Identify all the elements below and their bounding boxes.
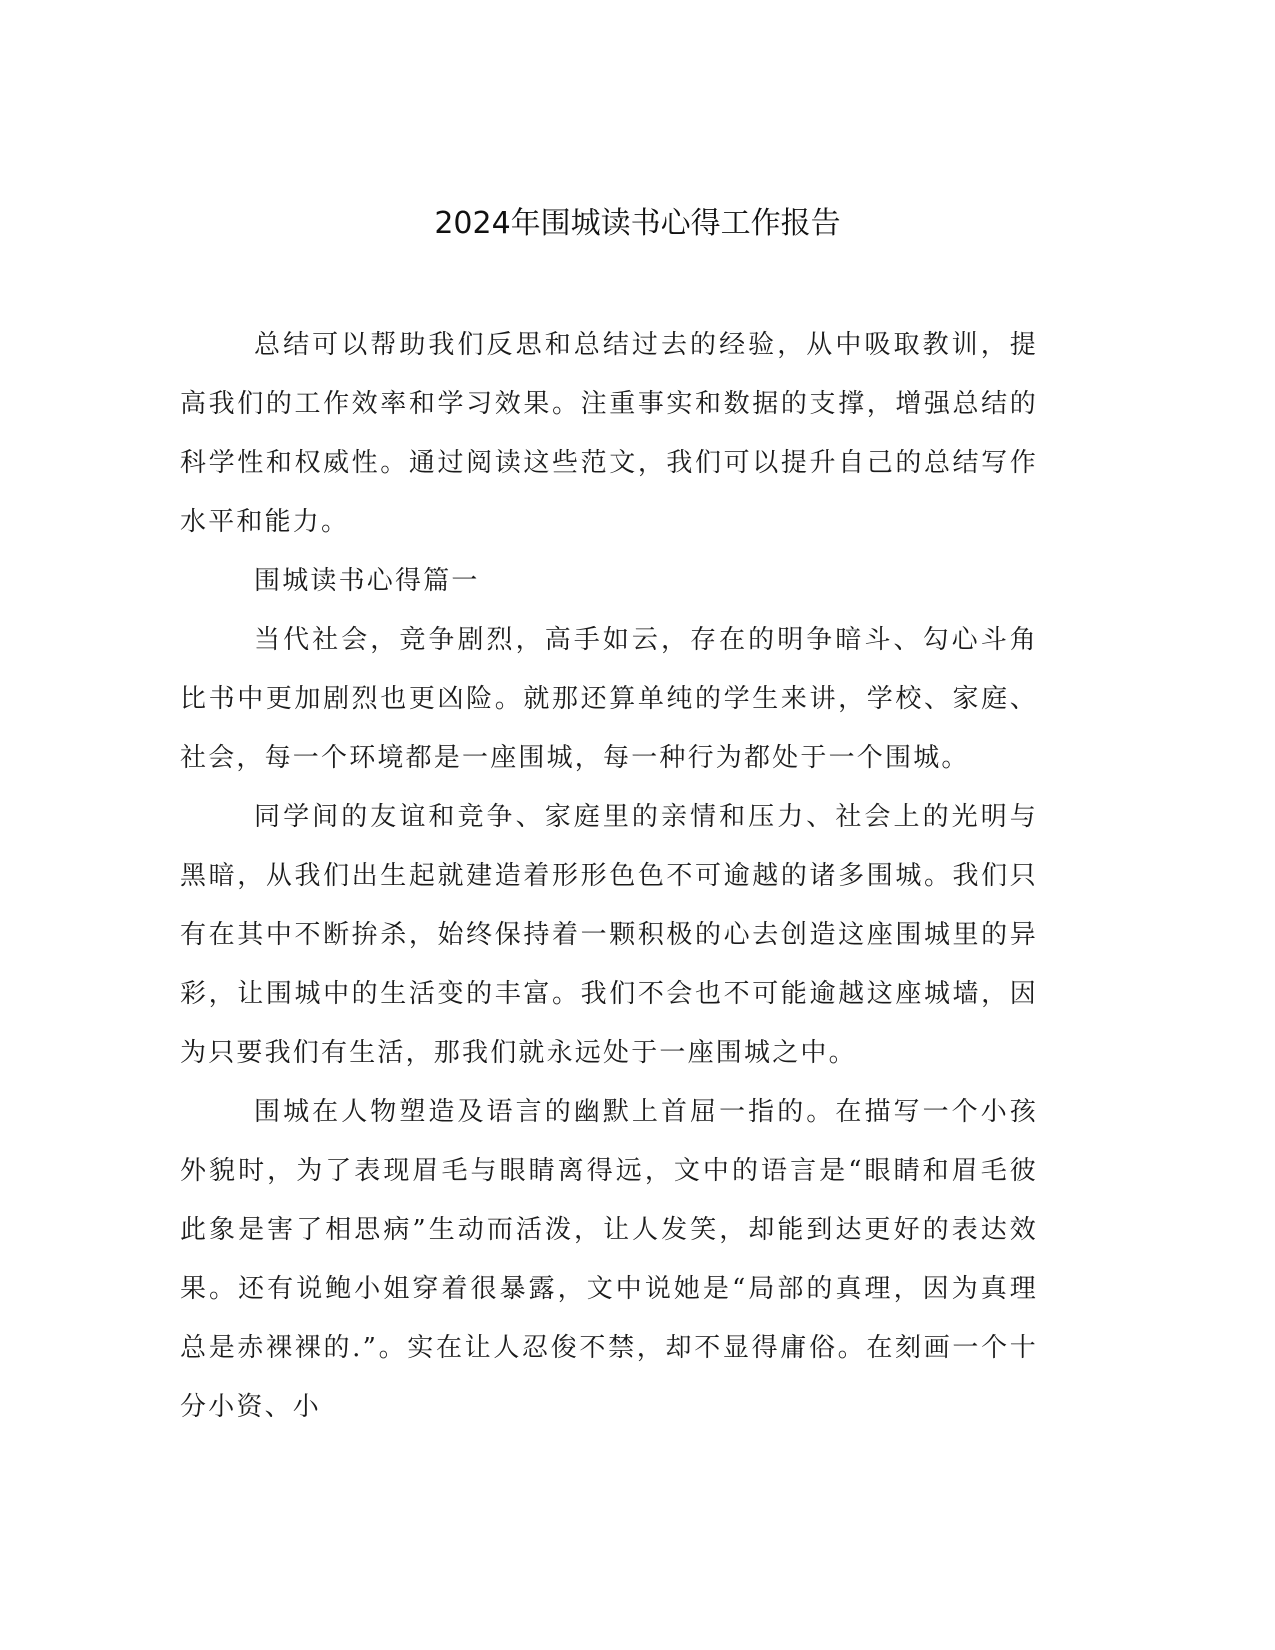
intro-paragraph: 总结可以帮助我们反思和总结过去的经验，从中吸取教训，提高我们的工作效率和学习效果。注重事实和数据的支撑，增强总结的科学性和权威性。通过阅读这些范文，我们可以提升自己的总结写作水平和能力。 — [180, 330, 1038, 537]
body-paragraph: 当代社会，竞争剧烈，高手如云，存在的明争暗斗、勾心斗角比书中更加剧烈也更凶险。就那还算单纯的学生来讲，学校、家庭、社会，每一个环境都是一座围城，每一种行为都处于一个围城。 — [180, 625, 1038, 773]
document-body — [180, 316, 1038, 1437]
body-paragraph: 围城在人物塑造及语言的幽默上首屈一指的。在描写一个小孩外貌时，为了表现眉毛与眼睛离得远，文中的语言是“眼睛和眉毛彼此象是害了相思病”生动而活泼，让人发笑，却能到达更好的表达效果。还有说鲍小姐穿着很暴露，文中说她是“局部的真理，因为真理总是赤裸裸的.”。实在让人忍俊不禁，却不显得庸俗。在刻画一个十分小资、小 — [180, 1097, 1038, 1422]
document-title: 2024年围城读书心得工作报告 — [434, 206, 841, 241]
body-paragraph: 同学间的友谊和竞争、家庭里的亲情和压力、社会上的光明与黑暗，从我们出生起就建造着形形色色不可逾越的诸多围城。我们只有在其中不断拚杀，始终保持着一颗积极的心去创造这座围城里的异彩，让围城中的生活变的丰富。我们不会也不可能逾越这座城墙，因为只要我们有生活，那我们就永远处于一座围城之中。 — [180, 802, 1038, 1068]
section-heading: 围城读书心得篇一 — [254, 566, 480, 596]
